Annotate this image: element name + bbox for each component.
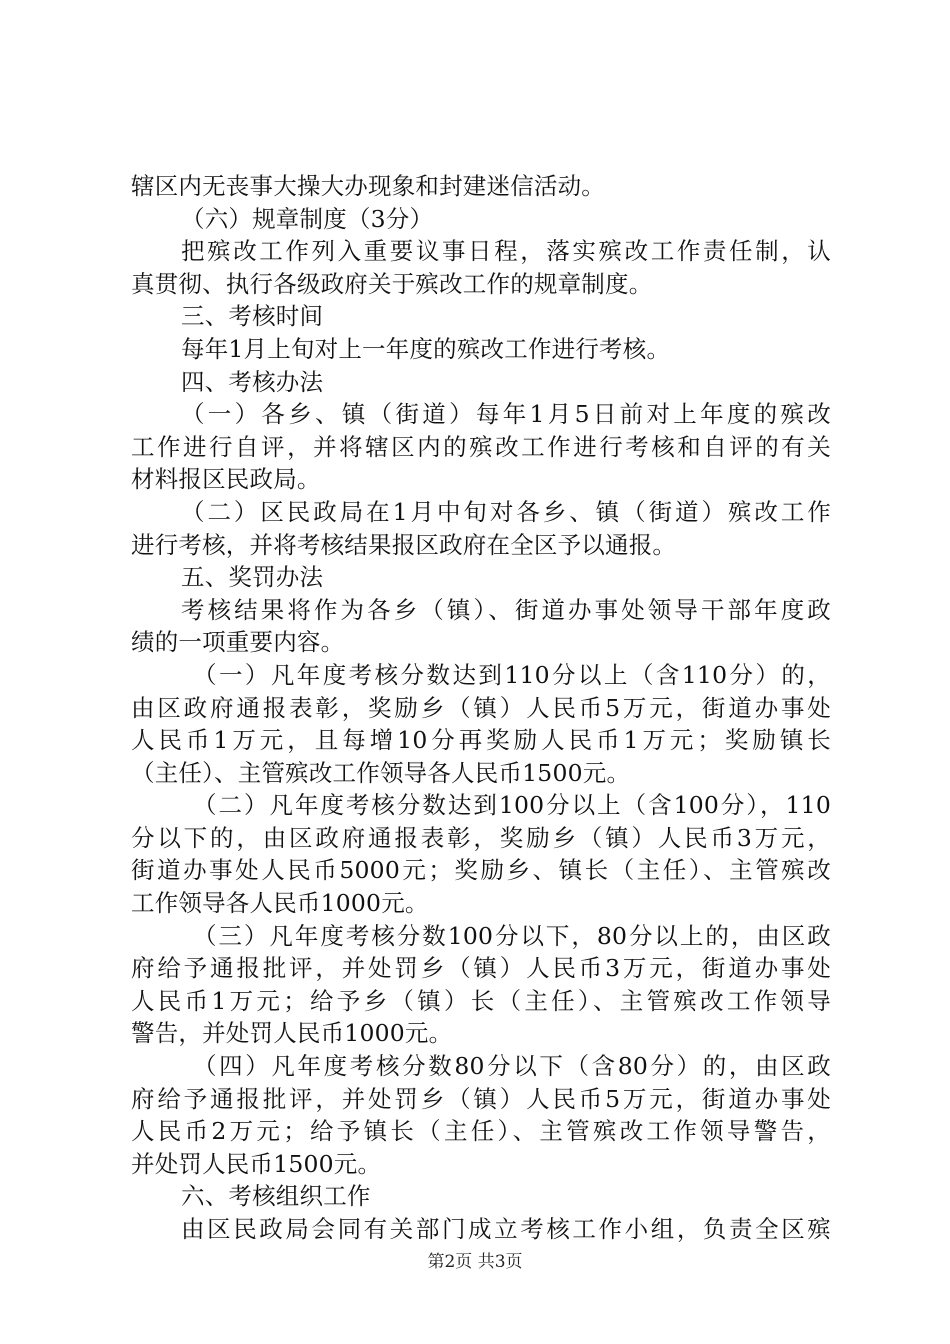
text-line: （二）凡年度考核分数达到100分以上（含100分），110 xyxy=(193,791,831,820)
text-line: （一）凡年度考核分数达到110分以上（含110分）的， xyxy=(193,660,831,689)
text-line: 工作领导各人民币1000元。 xyxy=(131,889,429,918)
text-line: （一）各乡、镇（街道）每年1月5日前对上年度的殡改 xyxy=(181,400,831,429)
section-heading: 六、考核组织工作 xyxy=(181,1182,371,1211)
section-heading: 三、考核时间 xyxy=(181,302,324,331)
text-line: （四）凡年度考核分数80分以下（含80分）的，由区政 xyxy=(193,1052,831,1081)
text-line: 进行考核，并将考核结果报区政府在全区予以通报。 xyxy=(131,530,677,559)
text-line: 人民币2万元；给予镇长（主任）、主管殡改工作领导警告， xyxy=(131,1117,831,1146)
text-line: 由区政府通报表彰，奖励乡（镇）人民币5万元，街道办事处 xyxy=(131,693,831,722)
text-line: 府给予通报批评，并处罚乡（镇）人民币3万元，街道办事处 xyxy=(131,954,831,983)
page-number-footer: 第2页 共3页 xyxy=(427,1252,523,1272)
section-heading: （六）规章制度（3分） xyxy=(181,204,434,233)
text-line: （二）区民政局在1月中旬对各乡、镇（街道）殡改工作 xyxy=(181,497,831,526)
text-line: 工作进行自评，并将辖区内的殡改工作进行考核和自评的有关 xyxy=(131,432,831,461)
document-body xyxy=(131,170,831,1246)
text-line: 材料报区民政局。 xyxy=(131,465,321,494)
text-line: 分以下的，由区政府通报表彰，奖励乡（镇）人民币3万元， xyxy=(131,823,831,852)
text-line: 警告，并处罚人民币1000元。 xyxy=(131,1019,453,1048)
text-line: 辖区内无丧事大操大办现象和封建迷信活动。 xyxy=(131,172,605,200)
text-line: （三）凡年度考核分数100分以下，80分以上的，由区政 xyxy=(193,921,831,950)
text-line: 街道办事处人民币5000元；奖励乡、镇长（主任）、主管殡改 xyxy=(131,856,831,885)
text-line: 府给予通报批评，并处罚乡（镇）人民币5万元，街道办事处 xyxy=(131,1084,831,1113)
section-heading: 四、考核办法 xyxy=(181,367,324,396)
text-line: 人民币1万元；给予乡（镇）长（主任）、主管殡改工作领导 xyxy=(131,986,831,1015)
text-line: 由区民政局会同有关部门成立考核工作小组，负责全区殡 xyxy=(181,1215,831,1243)
text-line: 每年1月上旬对上一年度的殡改工作进行考核。 xyxy=(181,334,671,363)
text-line: 真贯彻、执行各级政府关于殡改工作的规章制度。 xyxy=(131,269,653,298)
text-line: 把殡改工作列入重要议事日程，落实殡改工作责任制，认 xyxy=(181,237,831,266)
text-line: 人民币1万元，且每增10分再奖励人民币1万元；奖励镇长 xyxy=(131,726,831,755)
text-line: （主任）、主管殡改工作领导各人民币1500元。 xyxy=(131,758,631,787)
text-line: 并处罚人民币1500元。 xyxy=(131,1149,382,1178)
text-line: 绩的一项重要内容。 xyxy=(131,628,345,657)
section-heading: 五、奖罚办法 xyxy=(181,563,324,592)
text-line: 考核结果将作为各乡（镇）、街道办事处领导干部年度政 xyxy=(181,595,831,624)
